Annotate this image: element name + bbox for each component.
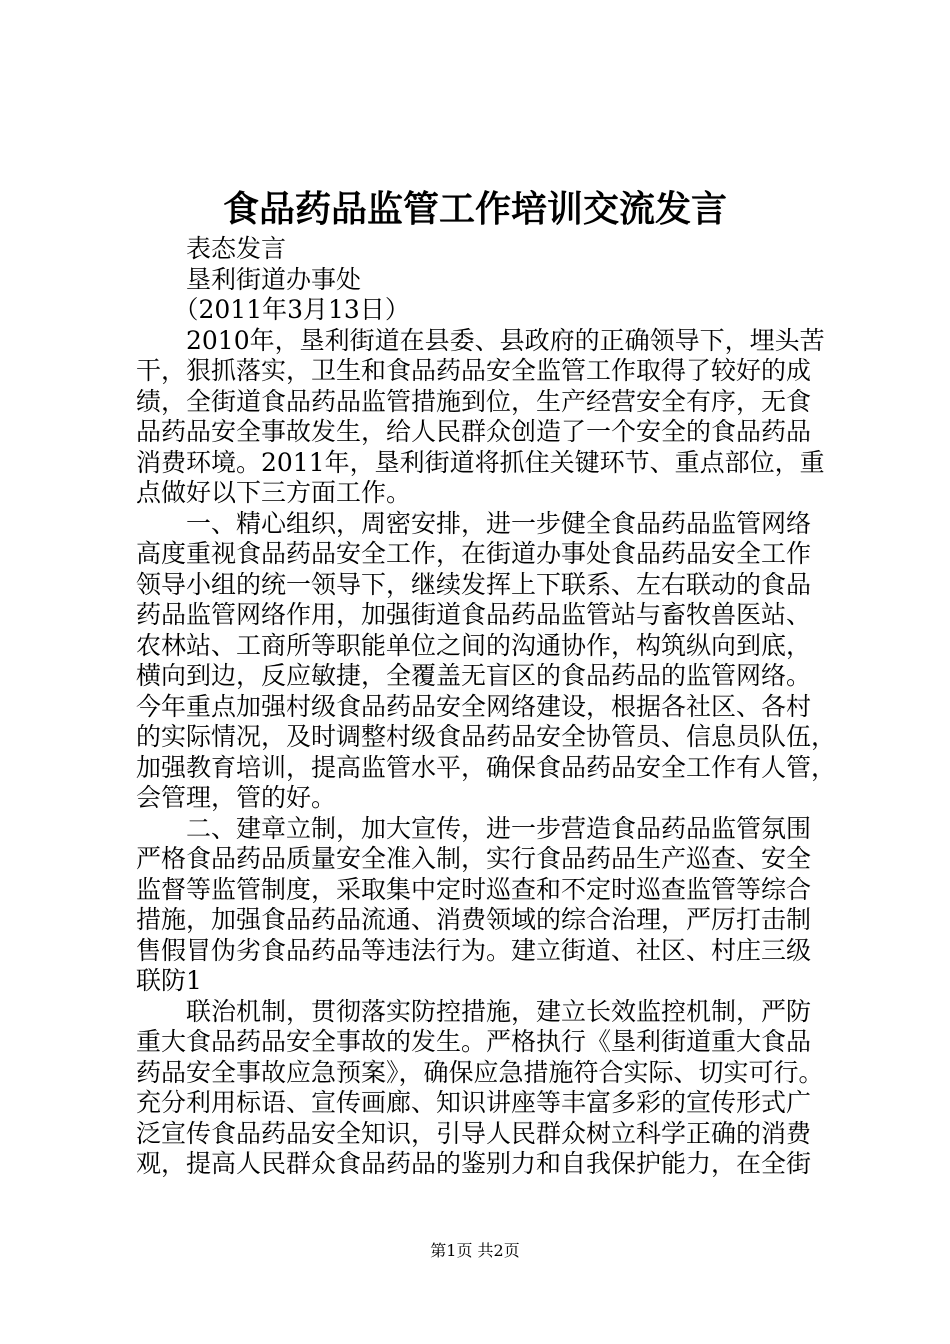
body-line: 高度重视食品药品安全工作，在街道办事处食品药品安全工作 — [136, 539, 812, 568]
body-line: 联治机制，贯彻落实防控措施，建立长效监控机制，严防 — [136, 996, 812, 1026]
body-line: 今年重点加强村级食品药品安全网络建设，根据各社区、各村 — [136, 691, 812, 721]
body-line: 观，提高人民群众食品药品的鉴别力和自我保护能力，在全街 — [136, 1149, 812, 1178]
body-line: 干，狠抓落实，卫生和食品药品安全监管工作取得了较好的成 — [136, 356, 812, 385]
body-line: 消费环境。2011年，垦利街道将抓住关键环节、重点部位，重 — [136, 447, 825, 477]
body-line: 措施，加强食品药品流通、消费领域的综合治理，严厉打击制 — [136, 905, 812, 934]
body-line: 垦利街道办事处 — [136, 264, 362, 294]
body-line: 领导小组的统一领导下，继续发挥上下联系、左右联动的食品 — [136, 569, 812, 599]
body-line: 加强教育培训，提高监管水平，确保食品药品安全工作有人管， — [136, 752, 837, 782]
body-line: 充分利用标语、宣传画廊、知识讲座等丰富多彩的宣传形式广 — [136, 1088, 812, 1117]
body-line: 横向到边，反应敏捷，全覆盖无盲区的食品药品的监管网络。 — [136, 661, 812, 690]
body-line: （2011年3月13日） — [136, 295, 410, 324]
body-line: 监督等监管制度，采取集中定时巡查和不定时巡查监管等综合 — [136, 874, 812, 904]
body-line: 农林站、工商所等职能单位之间的沟通协作，构筑纵向到底， — [136, 630, 812, 660]
body-line: 2010年，垦利街道在县委、县政府的正确领导下，埋头苦 — [136, 325, 825, 355]
body-line: 绩，全街道食品药品监管措施到位，生产经营安全有序，无食 — [136, 386, 812, 416]
body-line: 一、精心组织，周密安排，进一步健全食品药品监管网络 — [136, 508, 812, 538]
document-body — [136, 234, 844, 1180]
page-footer: 第1页 共2页 — [430, 1241, 520, 1260]
body-line: 联防1 — [136, 966, 202, 995]
body-line: 会管理，管的好。 — [136, 783, 337, 812]
document-title: 食品药品监管工作培训交流发言 — [222, 188, 727, 230]
body-line: 点做好以下三方面工作。 — [136, 478, 412, 507]
body-line: 重大食品药品安全事故的发生。严格执行《垦利街道重大食品 — [136, 1027, 812, 1056]
body-line: 售假冒伪劣食品药品等违法行为。建立街道、社区、村庄三级 — [136, 935, 812, 965]
body-line: 药品监管网络作用，加强街道食品药品监管站与畜牧兽医站、 — [136, 600, 812, 629]
body-line: 二、建章立制，加大宣传，进一步营造食品药品监管氛围 — [136, 813, 812, 843]
body-line: 药品安全事故应急预案》，确保应急措施符合实际、切实可行。 — [136, 1057, 824, 1087]
body-line: 的实际情况，及时调整村级食品药品安全协管员、信息员队伍， — [136, 722, 837, 751]
body-line: 泛宣传食品药品安全知识，引导人民群众树立科学正确的消费 — [136, 1118, 812, 1148]
body-line: 表态发言 — [136, 234, 287, 263]
body-line: 严格食品药品质量安全准入制，实行食品药品生产巡查、安全 — [136, 844, 812, 873]
body-line: 品药品安全事故发生，给人民群众创造了一个安全的食品药品 — [136, 417, 812, 446]
